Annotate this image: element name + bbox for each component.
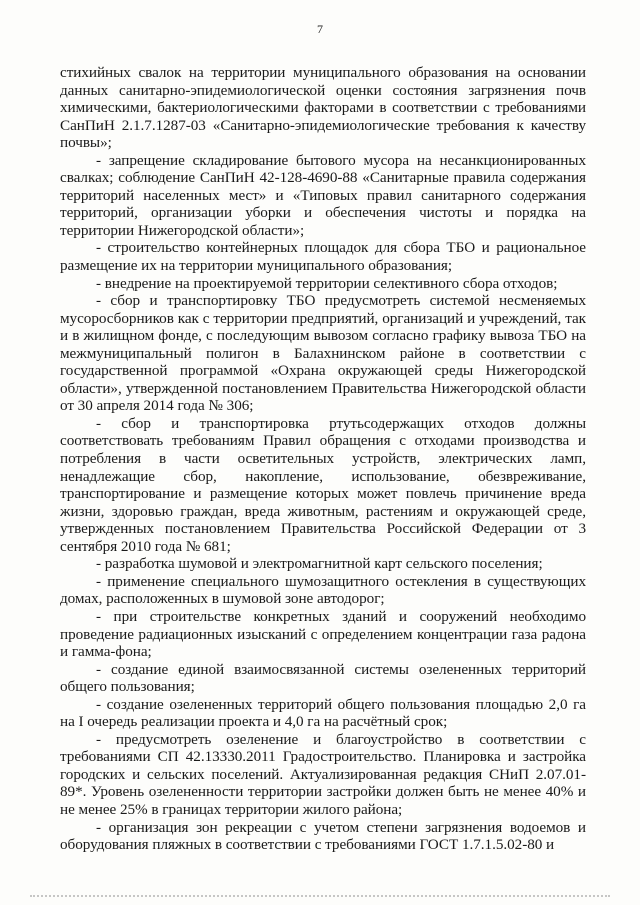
document-body [60, 64, 586, 854]
paragraph: - организация зон рекреации с учетом степени загрязнения водоемов и оборудования пляжных в соответствии с требованиями ГОСТ 1.7.1.5.02-80 и [60, 818, 586, 854]
paragraph: - при строительстве конкретных зданий и сооружений необходимо проведение радиационных изысканий с определением концентрации газа радона и гамма-фона; [60, 607, 586, 661]
paragraph: - создание озелененных территорий общего пользования площадью 2,0 га на I очередь реализации проекта и 4,0 га на расчётный срок; [60, 695, 586, 731]
paragraph: - внедрение на проектируемой территории селективного сбора отходов; [96, 274, 558, 292]
paragraph: - применение специального шумозащитного остекления в существующих домах, расположенных в шумовой зоне автодорог; [60, 572, 586, 608]
paragraph: - сбор и транспортировка ртутьсодержащих отходов должны соответствовать требованиям Правил обращения с отходами производства и потребления в части осветительных устройств, электрических ламп, ненадлежащие сбор, накопление, использование, обезвреживание, транспортирование и размещение которых может повлечь причинение вреда жизни, здоровью граждан, вреда животным, растениям и окружающей среде, утвержденных постановлением Правительства Российской Федерации от 3 сентября 2010 года № 681; [60, 414, 586, 555]
paragraph: - создание единой взаимосвязанной системы озелененных территорий общего пользования; [60, 660, 586, 696]
paragraph: - разработка шумовой и электромагнитной карт сельского поселения; [96, 555, 543, 573]
paragraph: стихийных свалок на территории муниципального образования на основании данных санитарно-эпидемиологической оценки состояния загрязнения почв химическими, бактериологическими факторами в соответствии с требованиями СанПиН 2.1.7.1287-03 «Санитарно-эпидемиологические требования к качеству почвы»; [60, 64, 586, 152]
paragraph: - запрещение складирование бытового мусора на несанкционированных свалках; соблюдение СанПиН 42-128-4690-88 «Санитарные правила содержания территорий населенных мест» и «Типовых правил санитарного содержания территорий, организации уборки и обеспечения чистоты и порядка на территории Нижегородской области»; [60, 151, 586, 239]
paragraph: - строительство контейнерных площадок для сбора ТБО и рациональное размещение их на территории муниципального образования; [60, 239, 586, 275]
paragraph: - предусмотреть озеленение и благоустройство в соответствии с требованиями СП 42.13330.2011 Градостроительство. Планировка и застройка городских и сельских поселений. Актуализированная редакция СНиП 2.07.01-89*. Уровень озелененности территории застройки должен быть не менее 40% и не менее 25% в границах территории жилого района; [60, 730, 586, 818]
page-number: 7 [317, 22, 323, 36]
scan-edge-noise [30, 892, 610, 897]
paragraph: - сбор и транспортировку ТБО предусмотреть системой несменяемых мусоросборников как с территории предприятий, организаций и учреждений, так и в жилищном фонде, с последующим вывозом согласно графику вывоза ТБО на межмуниципальный полигон в Балахнинском районе в соответствии с государственной программой «Охрана окружающей среды Нижегородской области», утвержденной постановлением Правительства Нижегородской области от 30 апреля 2014 года № 306; [60, 292, 586, 415]
